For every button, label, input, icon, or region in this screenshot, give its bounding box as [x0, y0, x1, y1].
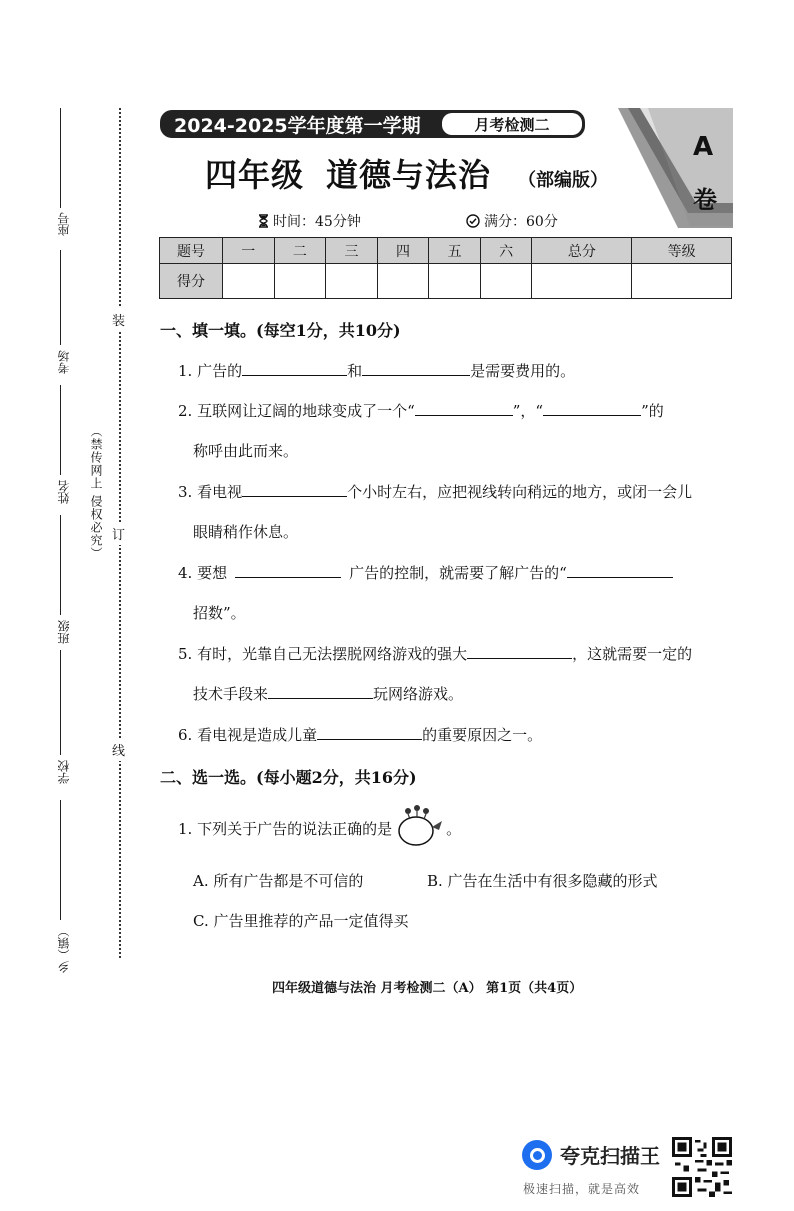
- score-table: [159, 237, 732, 299]
- answer-blank[interactable]: [242, 482, 347, 497]
- answer-blank[interactable]: [543, 401, 641, 416]
- score-cell[interactable]: [532, 264, 632, 299]
- q-text: 3. 看电视: [178, 483, 243, 501]
- q-text: 4. 要想: [178, 564, 228, 582]
- question-1-1: [178, 360, 575, 381]
- score-table-header-row: [160, 238, 732, 264]
- full-score-text: 满分：60分: [484, 214, 558, 230]
- answer-blank[interactable]: [567, 563, 673, 578]
- score-cell[interactable]: [274, 264, 326, 299]
- time-info: [258, 211, 361, 231]
- hourglass-icon: [258, 214, 269, 228]
- option-c[interactable]: C. 广告里推荐的产品一定值得买: [193, 912, 409, 930]
- binding-mark-zhuang: 装: [112, 308, 125, 331]
- answer-blank[interactable]: [235, 563, 341, 578]
- edition-label: （部编版）: [518, 170, 608, 191]
- binding-mark-ding: 订: [112, 522, 125, 545]
- score-header-cell: 二: [274, 238, 326, 264]
- q-text: 是需要费用的。: [470, 362, 576, 380]
- score-header-cell: 一: [223, 238, 275, 264]
- question-1-5: [178, 643, 692, 664]
- q-text: 1. 下列关于广告的说法正确的是: [178, 820, 393, 838]
- q-text: ”的: [641, 402, 664, 420]
- question-1-6: [178, 724, 542, 745]
- binding-line-seat: [60, 108, 61, 208]
- title-grade: 四年级: [205, 156, 305, 194]
- q-text: 广告的控制，就需要了解广告的“: [349, 564, 567, 582]
- binding-field-seat: 座号: [57, 212, 71, 236]
- scanner-logo-icon: [522, 1140, 552, 1170]
- answer-blank[interactable]: [362, 361, 470, 376]
- binding-field-school: 学校: [57, 760, 71, 784]
- q-text: 和: [347, 362, 363, 380]
- option-a[interactable]: A. 所有广告都是不可信的: [193, 872, 364, 890]
- score-cell[interactable]: [223, 264, 275, 299]
- question-1-4-cont: 招数”。: [193, 604, 246, 622]
- q-text: 技术手段来: [193, 685, 269, 703]
- q-text: 2. 互联网让辽阔的地球变成了一个“: [178, 402, 415, 420]
- binding-line-town: [60, 800, 61, 920]
- answer-bracket-icon[interactable]: [394, 803, 446, 849]
- binding-line-class: [60, 515, 61, 615]
- binding-mark-xian: 线: [112, 738, 125, 761]
- scanner-slogan: 极速扫描，就是高效: [523, 1182, 641, 1196]
- badge-letter: A: [693, 132, 714, 162]
- score-cell[interactable]: [429, 264, 481, 299]
- q-text: ，这就需要一定的: [572, 645, 693, 663]
- score-cell[interactable]: [326, 264, 378, 299]
- binding-note: （禁传网上 侵权必究）: [89, 425, 103, 560]
- binding-line-name: [60, 385, 61, 475]
- time-text: 时间：45分钟: [273, 214, 361, 230]
- question-1-4: [178, 562, 673, 583]
- binding-field-name: 姓名: [57, 480, 71, 504]
- qr-code-icon[interactable]: [672, 1137, 732, 1197]
- score-row-label: 得分: [160, 264, 223, 299]
- q-text: ”，“: [512, 402, 544, 420]
- answer-blank[interactable]: [467, 644, 572, 659]
- score-cell[interactable]: [377, 264, 429, 299]
- q-text: 6. 看电视是造成儿童: [178, 726, 318, 744]
- binding-line-room: [60, 250, 61, 345]
- title-subject: 道德与法治: [326, 156, 492, 194]
- q-text: 玩网络游戏。: [373, 685, 464, 703]
- score-header-cell: 四: [377, 238, 429, 264]
- question-1-3-cont: 眼睛稍作休息。: [193, 523, 299, 541]
- q-text: 。: [446, 820, 462, 838]
- section2-heading: 二、选一选。(每小题2分，共16分): [160, 768, 417, 787]
- binding-field-class: 班级: [57, 620, 71, 644]
- question-1-2-cont: 称呼由此而来。: [193, 442, 299, 460]
- answer-blank[interactable]: [415, 401, 513, 416]
- term-banner-text: 2024-2025学年度第一学期: [174, 114, 421, 137]
- exam-tag: 月考检测二: [442, 113, 582, 135]
- binding-field-town: 乡（镇）: [57, 925, 71, 973]
- binding-line-school: [60, 650, 61, 755]
- score-header-cell: 题号: [160, 238, 223, 264]
- score-header-cell: 六: [480, 238, 532, 264]
- score-header-cell: 三: [326, 238, 378, 264]
- q-text: 1. 广告的: [178, 362, 243, 380]
- score-header-cell: 五: [429, 238, 481, 264]
- q-text: 个小时左右，应把视线转向稍远的地方，或闭一会儿: [347, 483, 693, 501]
- score-header-cell: 总分: [532, 238, 632, 264]
- answer-blank[interactable]: [317, 725, 422, 740]
- option-b[interactable]: B. 广告在生活中有很多隐藏的形式: [427, 872, 658, 890]
- full-score-info: [466, 211, 558, 231]
- check-circle-icon: [466, 214, 480, 228]
- page-title: [205, 150, 491, 196]
- score-header-cell: 等级: [632, 238, 732, 264]
- page-footer: 四年级道德与法治 月考检测二（A） 第1页（共4页）: [272, 981, 583, 996]
- score-cell[interactable]: [632, 264, 732, 299]
- question-1-5-cont: [193, 683, 463, 704]
- badge-word: 卷: [693, 186, 717, 214]
- scanner-app-name: 夸克扫描王: [560, 1144, 660, 1168]
- score-table-score-row: [160, 264, 732, 299]
- question-2-1: [178, 818, 461, 839]
- section1-heading: 一、填一填。(每空1分，共10分): [160, 321, 401, 340]
- question-1-2: [178, 400, 664, 421]
- score-cell[interactable]: [480, 264, 532, 299]
- answer-blank[interactable]: [268, 684, 373, 699]
- q-text: 5. 有时，光靠自己无法摆脱网络游戏的强大: [178, 645, 468, 663]
- binding-field-room: 考场: [57, 350, 71, 374]
- question-1-3: [178, 481, 692, 502]
- answer-blank[interactable]: [242, 361, 347, 376]
- q-text: 的重要原因之一。: [422, 726, 543, 744]
